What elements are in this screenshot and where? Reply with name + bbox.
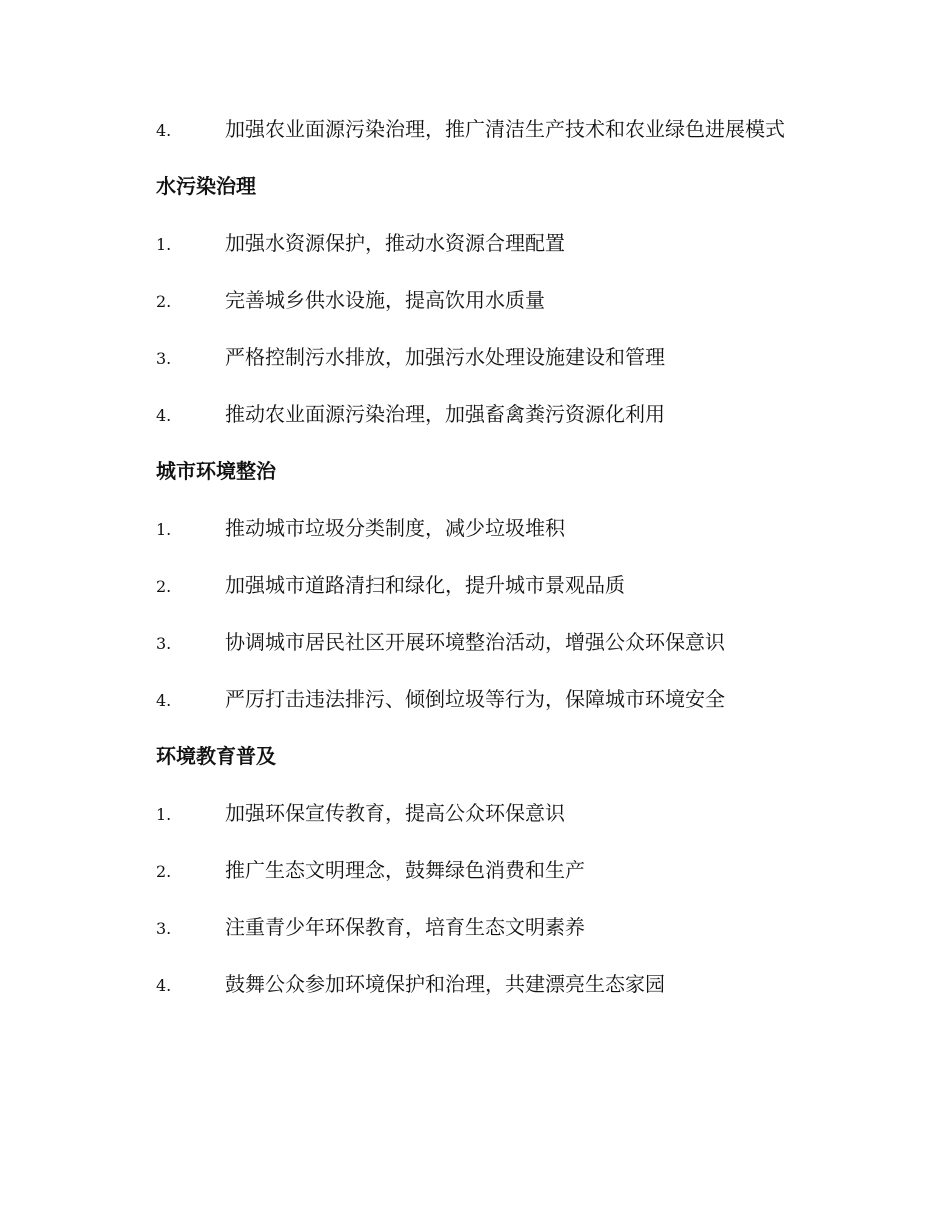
list-number: 2. xyxy=(156,292,172,311)
list-item xyxy=(156,508,876,565)
document-page xyxy=(156,109,876,1021)
list-item xyxy=(156,109,876,166)
list-item xyxy=(156,394,876,451)
list-number: 3. xyxy=(156,634,172,653)
list-item xyxy=(156,850,876,907)
list-number: 4. xyxy=(156,691,172,710)
list-text: 加强环保宣传教育，提高公众环保意识 xyxy=(225,801,565,825)
section-heading-city: 城市环境整治 xyxy=(156,459,276,483)
list-number: 4. xyxy=(156,406,172,425)
list-number: 2. xyxy=(156,862,172,881)
list-text: 完善城乡供水设施，提高饮用水质量 xyxy=(225,288,545,312)
list-item xyxy=(156,565,876,622)
list-text: 注重青少年环保教育，培育生态文明素养 xyxy=(225,915,585,939)
section-heading-education: 环境教育普及 xyxy=(156,744,276,768)
list-number: 1. xyxy=(156,805,172,824)
list-number: 3. xyxy=(156,919,172,938)
list-number: 4. xyxy=(156,121,172,140)
list-text: 加强城市道路清扫和绿化，提升城市景观品质 xyxy=(225,573,625,597)
list-text: 加强农业面源污染治理，推广清洁生产技术和农业绿色进展模式 xyxy=(225,117,785,141)
list-item xyxy=(156,964,876,1021)
list-text: 推动城市垃圾分类制度，减少垃圾堆积 xyxy=(225,516,565,540)
list-item xyxy=(156,907,876,964)
list-item xyxy=(156,622,876,679)
list-item xyxy=(156,793,876,850)
list-item xyxy=(156,223,876,280)
list-text: 推广生态文明理念，鼓舞绿色消费和生产 xyxy=(225,858,585,882)
list-number: 1. xyxy=(156,235,172,254)
list-item xyxy=(156,337,876,394)
list-text: 严厉打击违法排污、倾倒垃圾等行为，保障城市环境安全 xyxy=(225,687,725,711)
list-item xyxy=(156,280,876,337)
list-text: 鼓舞公众参加环境保护和治理，共建漂亮生态家园 xyxy=(225,972,665,996)
list-number: 2. xyxy=(156,577,172,596)
list-number: 1. xyxy=(156,520,172,539)
section-heading-water: 水污染治理 xyxy=(156,174,256,198)
list-text: 加强水资源保护，推动水资源合理配置 xyxy=(225,231,565,255)
list-item xyxy=(156,679,876,736)
list-number: 4. xyxy=(156,976,172,995)
list-text: 严格控制污水排放，加强污水处理设施建设和管理 xyxy=(225,345,665,369)
list-number: 3. xyxy=(156,349,172,368)
list-text: 推动农业面源污染治理，加强畜禽粪污资源化利用 xyxy=(225,402,665,426)
list-text: 协调城市居民社区开展环境整治活动，增强公众环保意识 xyxy=(225,630,725,654)
